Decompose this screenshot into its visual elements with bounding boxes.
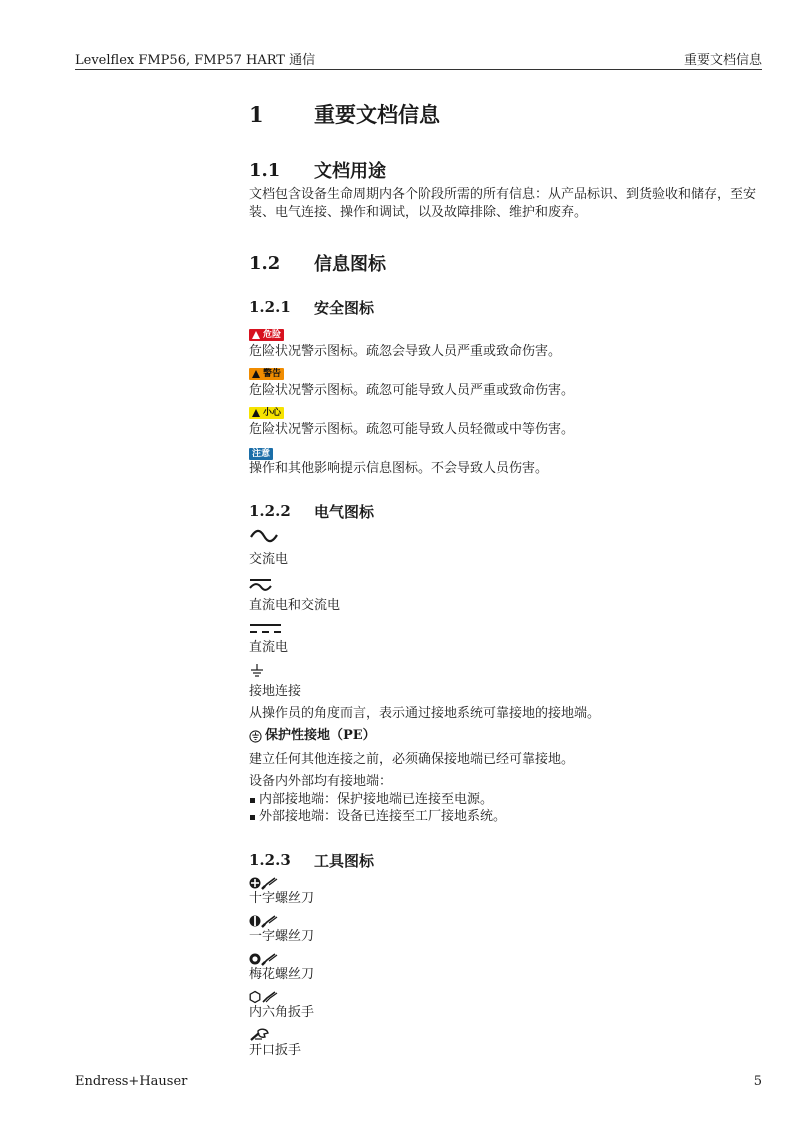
section-1-heading: [249, 96, 763, 132]
open-end-wrench-icon: [249, 1028, 273, 1042]
warning-text: 危险状况警示图标。疏忽可能导致人员严重或致命伤害。: [249, 383, 575, 398]
protective-earth-icon: [249, 730, 262, 743]
ground-icon: [249, 663, 265, 679]
tool-label: 内六角扳手: [249, 1005, 315, 1020]
pe-description: 建立任何其他连接之前，必须确保接地端已经可靠接地。: [249, 752, 575, 767]
section-number: 1.2.3: [249, 851, 291, 869]
pe-list-intro: 设备内外部均有接地端：: [249, 774, 393, 789]
ground-description: 从操作员的角度而言，表示通过接地系统可靠接地的接地端。: [249, 706, 601, 721]
safety-item: [249, 324, 763, 361]
tool-label: 十字螺丝刀: [249, 891, 315, 906]
section-1-2-1-heading: [249, 296, 763, 318]
ac-dc-label: 直流电和交流电: [249, 598, 341, 613]
section-1-1-heading: [249, 157, 763, 183]
caution-badge: 小心: [249, 407, 284, 419]
danger-text: 危险状况警示图标。疏忽会导致人员严重或致命伤害。: [249, 344, 562, 359]
caution-text: 危险状况警示图标。疏忽可能导致人员轻微或中等伤害。: [249, 422, 575, 437]
phillips-screwdriver-icon: [249, 876, 281, 890]
list-item: 内部接地端：保护接地端已连接至电源。: [249, 791, 763, 808]
ac-label: 交流电: [249, 552, 289, 567]
safety-item: [249, 402, 763, 439]
safety-item: [249, 363, 763, 400]
pe-heading: 保护性接地（PE）: [249, 727, 763, 745]
header-section-title: 重要文档信息: [683, 53, 762, 68]
section-number: 1.1: [249, 159, 281, 181]
section-title: 电气图标: [314, 502, 375, 521]
section-title: 文档用途: [314, 161, 386, 182]
section-title: 重要文档信息: [314, 102, 440, 127]
section-number: 1.2.2: [249, 502, 291, 520]
tool-label: 开口扳手: [249, 1043, 302, 1058]
ground-label: 接地连接: [249, 684, 302, 699]
warning-triangle-icon: [252, 409, 260, 417]
header-doc-title: Levelflex FMP56, FMP57 HART 通信: [75, 53, 316, 68]
alternating-current-icon: [249, 527, 279, 545]
list-item: 外部接地端：设备已连接至工厂接地系统。: [249, 808, 763, 825]
warning-triangle-icon: [252, 331, 260, 339]
section-1-2-3-heading: [249, 849, 763, 871]
dc-label: 直流电: [249, 640, 289, 655]
torx-screwdriver-icon: [249, 952, 281, 966]
section-title: 工具图标: [314, 851, 375, 870]
section-1-2-2-heading: [249, 500, 763, 522]
danger-badge: 危险: [249, 329, 284, 341]
ac-dc-current-icon: [249, 577, 273, 593]
notice-text: 操作和其他影响提示信息图标。不会导致人员伤害。: [249, 461, 549, 476]
tool-label: 一字螺丝刀: [249, 929, 315, 944]
page-content: [249, 96, 763, 1060]
warning-badge: 警告: [249, 368, 284, 380]
section-1-2-heading: [249, 250, 763, 276]
warning-triangle-icon: [252, 370, 260, 378]
header-rule: [75, 69, 762, 70]
tool-label: 梅花螺丝刀: [249, 967, 315, 982]
document-purpose-text: 文档包含设备生命周期内各个阶段所需的所有信息：从产品标识、到货验收和储存，至安装、电气连接、操作和调试，以及故障排除、维护和废弃。: [249, 187, 757, 220]
section-number: 1.2.1: [249, 298, 291, 316]
notice-badge: 注意: [249, 448, 273, 460]
safety-item: [249, 441, 763, 478]
section-number: 1: [249, 101, 264, 127]
flat-screwdriver-icon: [249, 914, 281, 928]
pe-list: [249, 791, 763, 825]
direct-current-icon: [249, 623, 283, 635]
section-title: 安全图标: [314, 298, 375, 317]
section-number: 1.2: [249, 252, 281, 274]
hex-key-icon: [249, 990, 281, 1004]
section-title: 信息图标: [314, 254, 386, 275]
page-number: 5: [753, 1074, 762, 1089]
footer-brand: Endress+Hauser: [75, 1074, 188, 1089]
